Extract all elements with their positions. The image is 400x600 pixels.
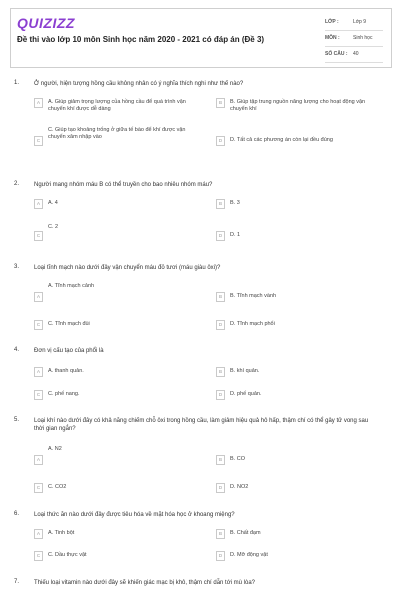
option-letter-box: A	[34, 529, 43, 539]
page-title: Đề thi vào lớp 10 môn Sinh học năm 2020 - 2021 có đáp án (Đề 3)	[17, 35, 265, 44]
option-letter-box: C	[34, 390, 43, 400]
option-letter-box: A	[34, 292, 43, 302]
option-text: A. N2	[48, 446, 62, 452]
quizizz-logo: QUIZIZZ	[17, 15, 75, 31]
option-text: D. NO2	[230, 484, 249, 490]
meta-count	[325, 47, 383, 63]
option-letter-box: C	[34, 483, 43, 493]
question-number: 1.	[14, 80, 20, 86]
option-letter-box: A	[34, 367, 43, 377]
option-text: B. Chất đạm	[230, 530, 261, 536]
option-letter-box: B	[216, 292, 225, 302]
question-text: Loại khí nào dưới đây có khả năng chiếm chỗ ôxi trong hồng cầu, làm giảm hiệu quả hô hấp, thậm chí có thể gây tử vong sau thời gian ngắn?	[34, 418, 369, 432]
question-number: 6.	[14, 511, 20, 517]
option-letter-box: B	[216, 367, 225, 377]
option-text: B. 3	[230, 200, 240, 206]
question-text: Ở người, hiện tượng hồng cầu không nhân có ý nghĩa thích nghi như thế nào?	[34, 81, 244, 87]
meta-count-value: 40	[353, 51, 359, 57]
option-letter-box: D	[216, 320, 225, 330]
option-text: A. Tinh bột	[48, 530, 75, 536]
option-text: D. phế quản.	[230, 391, 262, 397]
question-number: 4.	[14, 347, 20, 353]
meta-subject-label: MÔN :	[325, 35, 340, 41]
option-text: C. phế nang.	[48, 391, 80, 397]
meta-grade-label: LỚP :	[325, 19, 339, 25]
question-number: 5.	[14, 417, 20, 423]
meta-grade-value: Lớp 9	[353, 19, 367, 25]
option-text: D. Mỡ động vật	[230, 552, 268, 558]
question-number: 2.	[14, 181, 20, 187]
option-text: D. Tĩnh mạch phổi	[230, 321, 275, 327]
question-text: Thiếu loại vitamin nào dưới đây sẽ khiến giác mạc bị khô, thậm chí dẫn tới mù lòa?	[34, 580, 255, 586]
option-letter-box: B	[216, 98, 225, 108]
worksheet-header	[10, 8, 392, 68]
option-text: D. 1	[230, 232, 241, 238]
option-letter-box: D	[216, 231, 225, 241]
option-letter-box: A	[34, 98, 43, 108]
question-number: 7.	[14, 579, 20, 585]
option-text: A. 4	[48, 200, 58, 206]
option-letter-box: D	[216, 483, 225, 493]
option-text: A. Tĩnh mạch cảnh	[48, 283, 95, 289]
question-text: Loại thức ăn nào dưới đây được tiêu hóa về mặt hóa học ở khoang miệng?	[34, 512, 235, 518]
option-text: B. Giúp tập trung nguồn năng lượng cho hoạt động vận chuyển khí	[230, 99, 366, 112]
option-text: C. Giúp tạo khoảng trống ở giữa tế bào để khí được vận chuyển xâm nhập vào	[48, 127, 186, 140]
question-text: Loại tĩnh mạch nào dưới đây vận chuyển máu đỏ tươi (máu giàu ôxi)?	[34, 265, 221, 271]
option-letter-box: B	[216, 455, 225, 465]
option-letter-box: C	[34, 231, 43, 241]
option-text: B. khí quản.	[230, 368, 260, 374]
option-text: C. 2	[48, 224, 59, 230]
option-text: A. thanh quản.	[48, 368, 84, 374]
option-text: B. Tĩnh mạch vành	[230, 293, 277, 299]
meta-subject-value: Sinh học	[353, 35, 373, 41]
meta-count-label: SỐ CÂU :	[325, 51, 348, 57]
question-text: Đơn vị cấu tạo của phổi là	[34, 348, 104, 354]
option-text: C. Dầu thực vật	[48, 552, 87, 558]
option-letter-box: C	[34, 551, 43, 561]
option-letter-box: A	[34, 199, 43, 209]
option-letter-box: B	[216, 529, 225, 539]
question-number: 3.	[14, 264, 20, 270]
option-letter-box: B	[216, 199, 225, 209]
option-letter-box: C	[34, 136, 43, 146]
option-text: D. Tất cả các phương án còn lại đều đúng	[230, 137, 333, 143]
option-letter-box: C	[34, 320, 43, 330]
option-letter-box: D	[216, 390, 225, 400]
option-text: C. CO2	[48, 484, 67, 490]
option-text: B. CO	[230, 456, 245, 462]
option-letter-box: D	[216, 136, 225, 146]
option-letter-box: A	[34, 455, 43, 465]
question-text: Người mang nhóm máu B có thể truyền cho bao nhiêu nhóm máu?	[34, 182, 213, 188]
meta-panel	[325, 15, 383, 63]
option-text: A. Giúp giảm trọng lượng của hồng cầu để quá trình vận chuyển khí được dễ dàng	[48, 99, 186, 112]
option-letter-box: D	[216, 551, 225, 561]
option-text: C. Tĩnh mạch đùi	[48, 321, 90, 327]
meta-subject	[325, 31, 383, 47]
meta-grade	[325, 15, 383, 31]
